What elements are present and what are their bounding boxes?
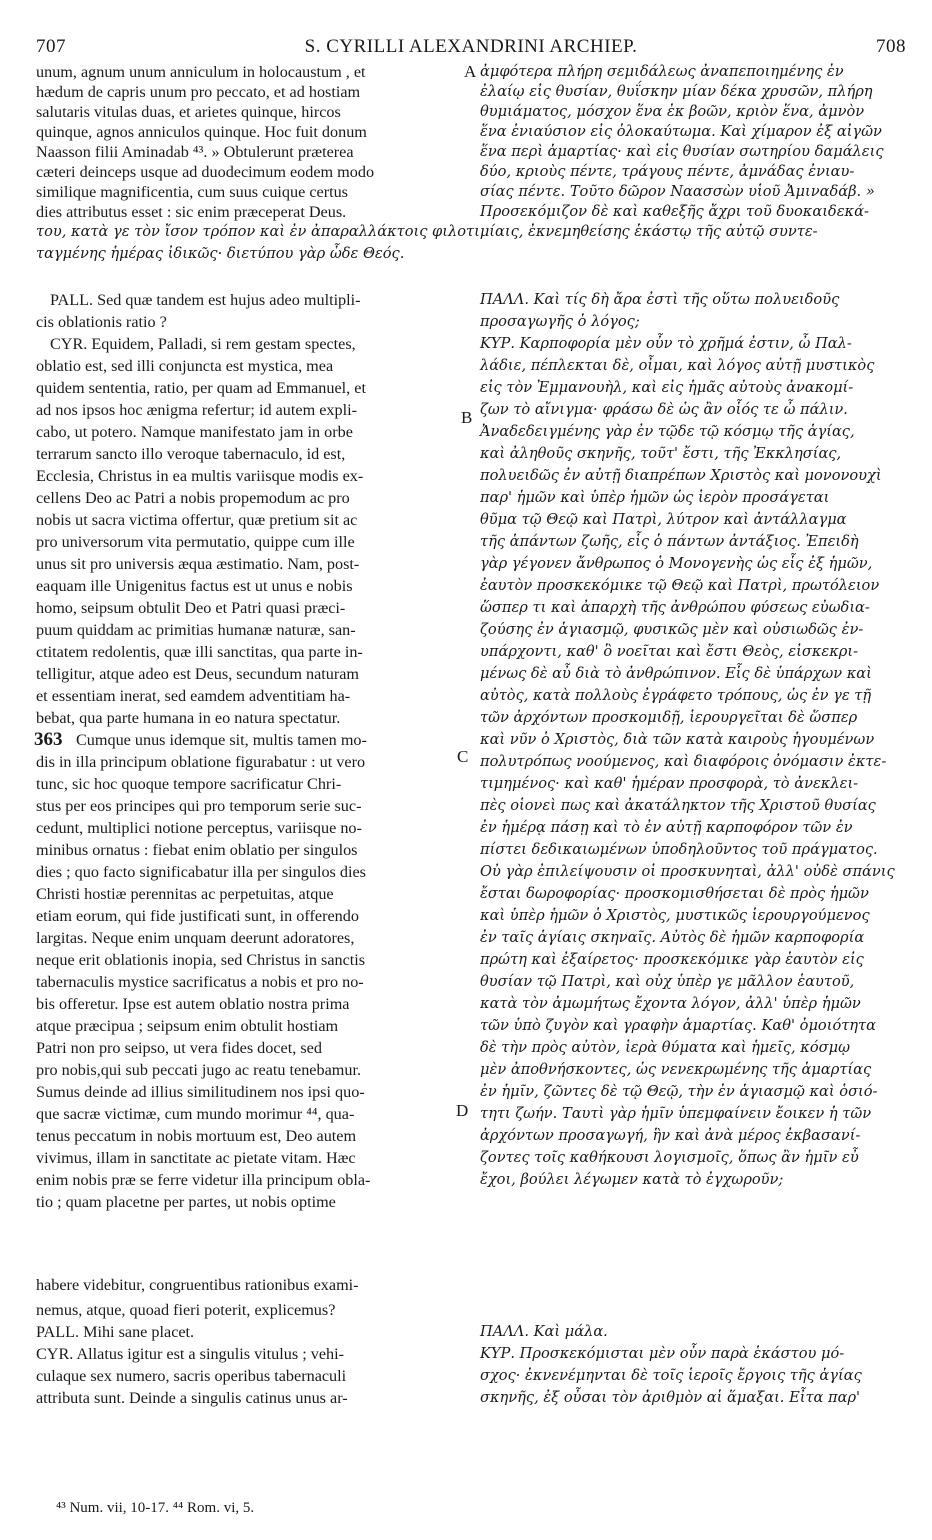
text-line: unus sit pro universis æqua æstimatio. Nam, post- xyxy=(36,555,360,573)
text-line: γὰρ γέγονεν ἄνθρωπος ὁ Μονογενὴς ὡς εἷς ἐξ ἡμῶν, xyxy=(480,555,873,572)
text-line: ἔσται δωροφορίας· προσκομισθήσεται δὲ πρὸς ἡμῶν xyxy=(480,885,869,902)
text-line: salutaris vitulas duas, et arietes quinque, hircos xyxy=(36,103,341,121)
text-line: ἑαυτὸν προσκεκόμικε τῷ Θεῷ καὶ Πατρὶ, πρωτόλειον xyxy=(480,577,880,594)
text-line: dies ; quo facto significabatur illa per singulos dies xyxy=(36,863,366,881)
text-line: δὲ τὴν πρὸς αὐτὸν, ἱερὰ θύματα καὶ ἡμεῖς, κόσμῳ xyxy=(480,1039,851,1056)
text-line: ἀμφότερα πλήρη σεμιδάλεως ἀναπεποιημένης ἐν xyxy=(480,63,844,80)
text-line: ΠΑΛΛ. Καὶ τίς δὴ ἄρα ἐστὶ τῆς οὕτω πολυειδοῦς xyxy=(480,291,840,308)
text-line: terrarum sancto illo veroque tabernaculo, id est, xyxy=(36,445,346,463)
footnotes: ⁴³ Num. vii, 10-17. ⁴⁴ Rom. vi, 5. xyxy=(56,1500,255,1516)
text-line: ἐλαίῳ εἰς θυσίαν, θυΐσκην μίαν δέκα χρυσῶν, πλήρη xyxy=(480,83,873,100)
text-line: δύο, κριοὺς πέντε, τράγους πέντε, ἀμνάδας ἐνιαυ- xyxy=(480,163,855,180)
text-line: σίας πέντε. Τοῦτο δῶρον Ναασσὼν υἱοῦ Ἀμιναδάβ. » xyxy=(480,183,875,200)
text-line: hædum de capris unum pro peccato, et ad hostiam xyxy=(36,83,361,101)
text-line: minibus ornatus : fiebat enim oblatio per singulos xyxy=(36,841,358,859)
text-line: vivimus, illam in sanctitate ac pietate vitam. Hæc xyxy=(36,1149,356,1167)
text-line: CYR. Allatus igitur est a singulis vitulus ; vehi- xyxy=(36,1345,345,1363)
text-line: ἔχοι, βούλει λέγωμεν κατὰ τὸ ἐγχωροῦν; xyxy=(480,1171,784,1188)
text-line: ζούσης ἐν ἁγιασμῷ, φυσικῶς μὲν καὶ οὐσιωδῶς ἐν- xyxy=(480,621,864,638)
text-line: καὶ ὑπὲρ ἡμῶν ὁ Χριστὸς, μυστικῶς ἱερουργούμενος xyxy=(480,907,870,924)
text-line: tio ; quam placetne per partes, ut nobis optime xyxy=(36,1193,336,1211)
text-line: αὐτὸς, κατὰ πολλοὺς ἐγράφετο τρόπους, ὡς ἐν γε τῇ xyxy=(480,687,872,704)
text-line: ἐν ταῖς ἁγίαις σκηναῖς. Αὐτὸς δὲ ἡμῶν καρποφορία xyxy=(480,929,865,946)
text-line: nobis ut sacra victima offertur, quæ pretium sit ac xyxy=(36,511,358,529)
text-line: pro universorum vita permutatio, quippe cum ille xyxy=(36,533,355,551)
text-line: πρώτη καὶ ἐξαίρετος· προσκεκόμικε γὰρ ἑαυτὸν εἰς xyxy=(480,951,864,968)
text-line: ἐν ἡμέρᾳ πάσῃ καὶ τὸ ἐν αὐτῇ καρποφόρον τῶν ἐν xyxy=(480,819,853,836)
margin-marker-c: C xyxy=(457,747,469,766)
text-line: πὲς οἱονεὶ πως καὶ ἀκατάληκτον τῆς Χριστοῦ θυσίας xyxy=(480,797,876,814)
text-line: dis in illa principum oblatione figurabatur : ut vero xyxy=(36,753,366,771)
text-line: ἕνα περὶ ἁμαρτίας· καὶ εἰς θυσίαν σωτηρίου δαμάλεις xyxy=(480,143,884,160)
text-line: ctitatem redolentis, quæ illi sanctitas, qua parte in- xyxy=(36,643,363,661)
text-line: cis oblationis ratio ? xyxy=(36,313,167,331)
text-line: σκηνῆς, ἐξ οὖσαι τὸν ἀριθμὸν αἱ ἅμαξαι. Εἶτα παρ' xyxy=(480,1389,861,1406)
text-line: Οὐ γὰρ ἐπιλείψουσιν οἱ προσκυνηταὶ, ἀλλ' οὐδὲ σπάνις xyxy=(480,863,895,880)
text-line: τητι ζωήν. Ταυτὶ γὰρ ἡμῖν ὑπεμφαίνειν ἔοικεν ἡ τῶν xyxy=(480,1105,872,1122)
full-width-line-text: habere videbitur, congruentibus rationibus exami- xyxy=(36,1276,359,1294)
margin-marker-b: B xyxy=(461,408,473,427)
text-line: τιμημένος· καὶ καθ' ἡμέραν προσφορὰ, τὸ ἀνεκλει- xyxy=(480,775,859,792)
text-line: πολυτρόπως νοούμενος, καὶ διαφόροις ὀνόμασιν ἐκτε- xyxy=(480,753,887,770)
text-line: pro nobis,qui sub peccati jugo ac reatu tenebamur. xyxy=(36,1061,361,1079)
text-line: cellens Deo ac Patri a nobis propemodum ac pro xyxy=(36,489,350,507)
text-line: ζων τὸ αἴνιγμα· φράσω δὲ ὡς ἂν οἷός τε ὦ πάλιν. xyxy=(480,401,848,418)
text-line: προσαγωγῆς ὁ λόγος; xyxy=(480,313,640,330)
column-number: 363 xyxy=(34,729,63,750)
text-line: θῦμα τῷ Θεῷ καὶ Πατρὶ, λύτρον καὶ ἀντάλλαγμα xyxy=(480,511,847,528)
running-title: S. CYRILLI ALEXANDRINI ARCHIEP. xyxy=(304,36,638,57)
text-line: eaquam ille Unigenitus factus est ut unus e nobis xyxy=(36,577,353,595)
text-line: puum quiddam ac primitias humanæ naturæ, san- xyxy=(36,621,356,639)
text-line: tenus peccatum in nobis mortuum est, Deo autem xyxy=(36,1127,357,1145)
text-line: ζοντες τοῖς καθήκουσι λογισμοῖς, ὅπως ἂν ἡμῖν εὖ xyxy=(480,1149,859,1166)
text-line: Naasson filii Aminadab ⁴³. » Obtulerunt præterea xyxy=(36,143,354,161)
text-line: et essentiam inerat, sed eamdem adventitiam ha- xyxy=(36,687,351,705)
text-line: λάδιε, πέπλεκται δὲ, οἶμαι, καὶ λόγος αὐτῇ μυστικὸς xyxy=(480,357,875,374)
text-line: ἀρχόντων προσαγωγή, ἣν καὶ ἀνὰ μέρος ἐκβασανί- xyxy=(480,1127,861,1144)
text-line: Ecclesia, Christus in ea multis variisque modis ex- xyxy=(36,467,364,485)
text-line: τῆς ἁπάντων ζωῆς, εἷς ὁ πάντων ἀντάξιος. Ἐπειδὴ xyxy=(480,533,859,550)
text-line: Προσεκόμιζον δὲ καὶ καθεξῆς ἄχρι τοῦ δυοκαιδεκά- xyxy=(480,203,869,220)
text-line: πολυειδῶς ἐν αὐτῇ διαπρέπων Χριστὸς καὶ μονονουχὶ xyxy=(480,467,882,484)
text-line: υπάρχοντι, καθ' ὃ νοεῖται καὶ ἔστι Θεὸς, εἰσκεκρι- xyxy=(480,643,859,660)
text-line: cedunt, multiplici notione perceptus, variisque no- xyxy=(36,819,362,837)
text-line: PALL. Sed quæ tandem est hujus adeo multipli- xyxy=(50,291,361,309)
text-line: Patri non pro seipso, ut vera fides docet, sed xyxy=(36,1039,322,1057)
text-line: ΠΑΛΛ. Καὶ μάλα. xyxy=(480,1323,608,1340)
text-line: παρ' ἡμῶν καὶ ὑπὲρ ἡμῶν ὡς ἱερὸν προσάγεται xyxy=(480,489,830,506)
text-line: attributa sunt. Deinde a singulis catinus unus ar- xyxy=(36,1389,348,1407)
text-line: ad nos ipsos hoc ænigma refertur; id autem expli- xyxy=(36,401,357,419)
text-line: cabo, ut potero. Namque manifestato jam in orbe xyxy=(36,423,353,441)
text-line: quinque, agnos anniculos quinque. Hoc fuit donum xyxy=(36,123,367,141)
text-line: bebat, qua parte humana in eo natura spectatur. xyxy=(36,709,341,727)
text-line: bis offeretur. Ipse est autem oblatio nostra prima xyxy=(36,995,350,1013)
text-line: θυμιάματος, μόσχον ἕνα ἐκ βοῶν, κριὸν ἕνα, ἀμνὸν xyxy=(480,103,865,120)
page-number-right: 708 xyxy=(876,36,906,57)
text-line: ΚΥΡ. Προσκεκόμισται μὲν οὖν παρὰ ἑκάστου μό- xyxy=(480,1345,845,1362)
text-line: largitas. Neque enim unquam deerunt adoratores, xyxy=(36,929,355,947)
text-line: enim nobis præ se ferre videtur illa principum obla- xyxy=(36,1171,371,1189)
text-line: τῶν ἀρχόντων προσκομιδῇ, ἱερουργεῖται δὲ ὥσπερ xyxy=(480,709,858,726)
page-header xyxy=(36,36,906,60)
text-line: PALL. Mihi sane placet. xyxy=(36,1323,195,1341)
text-line: Sumus deinde ad illius similitudinem nos ipsi quo- xyxy=(36,1083,365,1101)
text-line: Christi hostiæ perennitas ac perpetuitas, atque xyxy=(36,885,334,903)
text-line: Ἀναδεδειγμένης γὰρ ἐν τῷδε τῷ κόσμῳ τῆς ἁγίας, xyxy=(480,423,855,440)
text-line: καὶ νῦν ὁ Χριστὸς, διὰ τῶν κατὰ καιροὺς ἡγουμένων xyxy=(480,731,875,748)
text-line: quidem sententia, ratio, per quam ad Emmanuel, et xyxy=(36,379,366,397)
text-line: θυσίαν τῷ Πατρὶ, καὶ οὐχ ὑπὲρ γε μᾶλλον ἑαυτοῦ, xyxy=(480,973,855,990)
text-line: que sacræ victimæ, cum mundo morimur ⁴⁴, qua- xyxy=(36,1105,355,1123)
text-line: ταγμένης ἡμέρας ἰδικῶς· διετύπου γὰρ ὧδε Θεός. xyxy=(36,245,405,262)
text-line: oblatio est, sed illi conjuncta est mystica, mea xyxy=(36,357,334,375)
text-line: τῶν ὑπὸ ζυγὸν καὶ γραφὴν ἁμαρτίας. Καθ' ὁμοιότητα xyxy=(480,1017,876,1034)
margin-marker-a: A xyxy=(464,62,477,81)
text-line: similique magnificentia, cum suus cuique certus xyxy=(36,183,348,201)
text-line: neque erit oblationis inopia, sed Christus in sanctis xyxy=(36,951,366,969)
text-line: μὲν ἀποθνήσκοντες, ὡς νενεκρωμένης τῆς ἁμαρτίας xyxy=(480,1061,872,1078)
text-line: homo, seipsum obtulit Deo et Patri quasi præci- xyxy=(36,599,346,617)
text-line: cæteri deinceps usque ad duodecimum eodem modo xyxy=(36,163,375,181)
text-line: ἕνα ἐνιαύσιον εἰς ὁλοκαύτωμα. Καὶ χίμαρον ἐξ αἰγῶν xyxy=(480,123,882,140)
text-line: σχος· ἐκνενέμηνται δὲ τοῖς ἱεροῖς ἔργοις τῆς ἁγίας xyxy=(480,1367,862,1384)
text-line: Cumque unus idemque sit, multis tamen mo- xyxy=(76,731,367,749)
text-line: CYR. Equidem, Palladi, si rem gestam spectes, xyxy=(50,335,356,353)
text-line: unum, agnum unum anniculum in holocaustum , et xyxy=(36,63,366,81)
text-line: ἐν ἡμῖν, ζῶντες δὲ τῷ Θεῷ, τὴν ἐν ἁγιασμῷ καὶ ὁσιό- xyxy=(480,1083,878,1100)
text-line: μένως δὲ αὖ διὰ τὸ ἀνθρώπινον. Εἷς δὲ ὑπάρχων καὶ xyxy=(480,665,872,682)
text-line: tabernaculis mystice sacrificatus a nobis et pro no- xyxy=(36,973,364,991)
margin-marker-d: D xyxy=(456,1101,469,1120)
text-line: ΚΥΡ. Καρποφορία μὲν οὖν τὸ χρῆμά ἐστιν, ὦ Παλ- xyxy=(480,335,852,352)
text-line: κατὰ τὸν ἀμωμήτως ἔχοντα λόγον, ἀλλ' ὑπὲρ ἡμῶν xyxy=(480,995,861,1012)
text-line: etiam eorum, qui fide justificati sunt, in offerendo xyxy=(36,907,359,925)
text-line: ὥσπερ τι καὶ ἀπαρχὴ τῆς ἀνθρώπου φύσεως εὐωδια- xyxy=(480,599,870,616)
text-line: καὶ ἀληθοῦς σκηνῆς, τοῦτ' ἔστι, τῆς Ἐκκλησίας, xyxy=(480,445,842,462)
text-line: culaque sex numero, sacris operibus tabernaculi xyxy=(36,1367,347,1385)
text-line: telligitur, atque adeo est Deus, secundum naturam xyxy=(36,665,360,683)
text-line: πίστει δεδικαιωμένων ὑποδηλοῦντος τοῦ πράγματος. xyxy=(480,841,878,858)
text-line: stus per eos principes qui pro temporum serie suc- xyxy=(36,797,362,815)
text-line: nemus, atque, quoad fieri poterit, explicemus? xyxy=(36,1301,336,1319)
text-line: του, κατὰ γε τὸν ἴσον τρόπον καὶ ἐν ἀπαραλλάκτοις φιλοτιμίαις, ἐκνεμηθείσης ἑκάστῳ τῆς αὐτῷ συντε- xyxy=(36,223,818,240)
text-line: εἰς τὸν Ἐμμανουὴλ, καὶ εἰς ἡμᾶς αὐτοὺς ἀνακομί- xyxy=(480,379,854,396)
page-number-left: 707 xyxy=(36,36,66,57)
text-line: dies attributus esset : sic enim præceperat Deus. xyxy=(36,203,347,221)
text-line: atque præcipua ; seipsum enim obtulit hostiam xyxy=(36,1017,339,1035)
text-line: tunc, sic hoc quoque tempore sacrificatur Chri- xyxy=(36,775,342,793)
